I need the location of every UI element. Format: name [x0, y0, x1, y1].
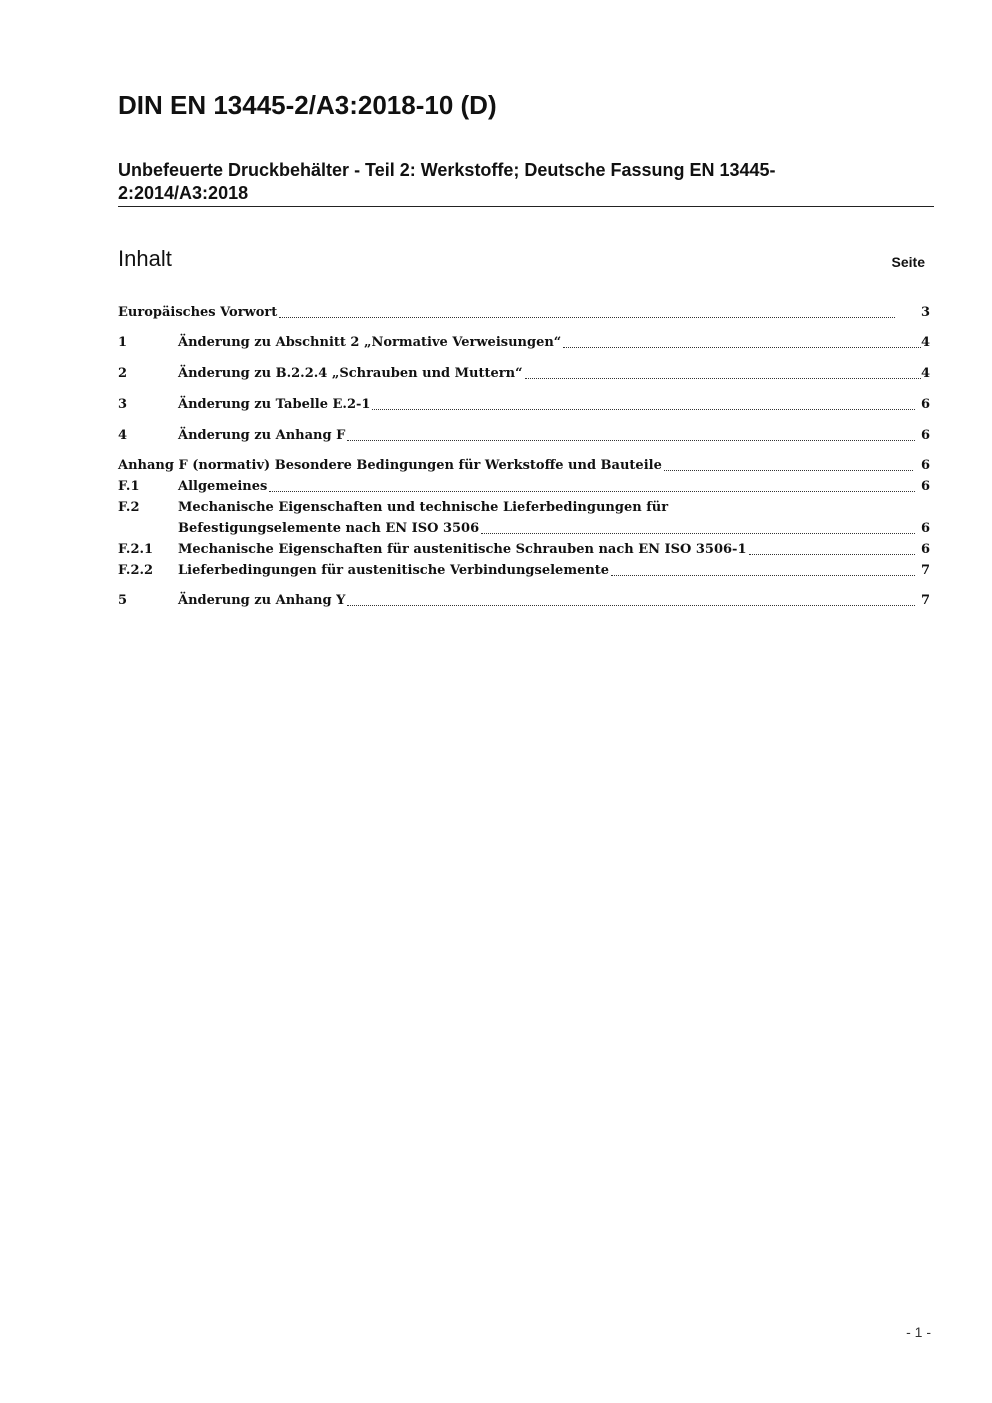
toc-entry-number: F.2.1 [118, 542, 154, 557]
toc-entry-text: Europäisches Vorwort [118, 305, 278, 320]
toc-entry-2[interactable] [118, 363, 930, 384]
toc-entry-page: 7 [920, 593, 930, 608]
dot-leader [269, 491, 915, 492]
toc-entry-3[interactable] [118, 394, 930, 415]
toc-entry-number: 3 [118, 397, 128, 412]
toc-entry-f1[interactable] [118, 476, 930, 497]
toc-entry-page: 6 [920, 397, 930, 412]
toc-entry-page: 6 [920, 479, 930, 494]
toc-entry-number: 2 [118, 366, 128, 381]
toc-entry-f2-2[interactable] [118, 560, 930, 581]
dot-leader [749, 554, 916, 555]
dot-leader [347, 440, 915, 441]
toc-entry-text: Mechanische Eigenschaften und technische Lieferbedingungen für [178, 500, 669, 515]
toc-entry-page: 6 [920, 428, 930, 443]
toc-heading: Inhalt [118, 246, 172, 271]
document-subtitle: Unbefeuerte Druckbehälter - Teil 2: Werkstoffe; Deutsche Fassung EN 13445-2:2014/A3:2018 [118, 160, 776, 203]
toc-entry-annex-f[interactable] [118, 455, 930, 476]
toc-entry-5[interactable] [118, 590, 930, 611]
page-number: - 1 - [906, 1324, 931, 1340]
toc-entry-text: Änderung zu Anhang Y [178, 593, 346, 608]
toc-entry-page: 4 [920, 335, 930, 350]
page-column-label: Seite [891, 254, 925, 270]
dot-leader [481, 533, 915, 534]
table-of-contents [118, 302, 930, 611]
dot-leader [347, 605, 915, 606]
dot-leader [525, 378, 921, 379]
toc-entry-page: 7 [920, 563, 930, 578]
toc-entry-text: Allgemeines [178, 479, 268, 494]
toc-entry-number: F.2 [118, 500, 140, 515]
dot-leader [664, 470, 913, 471]
dot-leader [279, 317, 895, 318]
dot-leader [563, 347, 921, 348]
toc-entry-number: 5 [118, 593, 128, 608]
toc-entry-text: Änderung zu B.2.2.4 „Schrauben und Muttern“ [178, 366, 523, 381]
toc-entry-text: Anhang F (normativ) Besondere Bedingungen für Werkstoffe und Bauteile [118, 458, 662, 473]
toc-entry-page: 6 [920, 521, 930, 536]
toc-entry-text: Änderung zu Anhang F [178, 428, 346, 443]
toc-entry-text: Lieferbedingungen für austenitische Verbindungselemente [178, 563, 610, 578]
toc-entry-text: Mechanische Eigenschaften für austenitische Schrauben nach EN ISO 3506-1 [178, 542, 747, 557]
toc-entry-text: Änderung zu Abschnitt 2 „Normative Verweisungen“ [178, 335, 562, 350]
toc-entry-text: Änderung zu Tabelle E.2-1 [178, 397, 371, 412]
toc-entry-foreword[interactable] [118, 302, 930, 323]
title-divider [118, 206, 934, 207]
toc-entry-4[interactable] [118, 425, 930, 446]
toc-entry-f2[interactable] [118, 497, 930, 539]
toc-entry-page: 6 [920, 542, 930, 557]
toc-entry-page: 3 [920, 305, 930, 320]
toc-entry-number: F.1 [118, 479, 140, 494]
toc-entry-number: 4 [118, 428, 128, 443]
toc-entry-number: 1 [118, 335, 128, 350]
document-title: DIN EN 13445-2/A3:2018-10 (D) [118, 90, 497, 120]
toc-entry-text-line2: Befestigungselemente nach EN ISO 3506 [178, 521, 480, 536]
toc-entry-page: 4 [920, 366, 930, 381]
toc-entry-1[interactable] [118, 332, 930, 353]
dot-leader [611, 575, 915, 576]
dot-leader [372, 409, 915, 410]
toc-entry-page: 6 [920, 458, 930, 473]
toc-entry-number: F.2.2 [118, 563, 154, 578]
toc-entry-f2-1[interactable] [118, 539, 930, 560]
